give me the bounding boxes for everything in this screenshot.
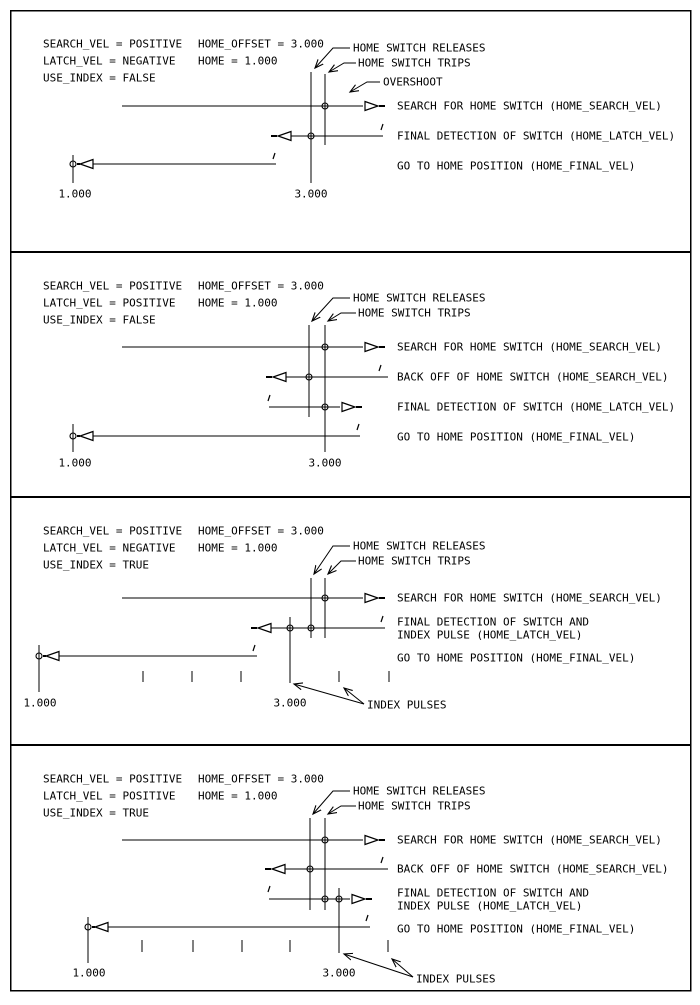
param-latch-vel: LATCH_VEL = NEGATIVE [43,541,176,555]
move-backoff-label: BACK OFF OF HOME SWITCH (HOME_SEARCH_VEL) [397,862,669,876]
move-final-label-line1: FINAL DETECTION OF SWITCH AND [397,886,590,900]
callout-home-switch-releases: HOME SWITCH RELEASES [353,784,486,798]
callout-home-switch-releases: HOME SWITCH RELEASES [353,291,486,305]
panel-1-callouts [315,42,485,93]
panel-2-config [43,280,324,327]
param-home-offset: HOME_OFFSET = 3.000 [198,772,324,786]
param-home-offset: HOME_OFFSET = 3.000 [198,37,324,51]
panel-2 [43,280,675,470]
move-go-home [36,645,635,665]
param-search-vel: SEARCH_VEL = POSITIVE [43,37,183,51]
panel-3-callouts [314,540,485,575]
param-latch-vel: LATCH_VEL = POSITIVE [43,296,176,310]
panel-4-callouts [313,785,485,815]
move-search [122,592,662,605]
move-gohome-label: GO TO HOME POSITION (HOME_FINAL_VEL) [397,922,636,936]
move-gohome-label: GO TO HOME POSITION (HOME_FINAL_VEL) [397,651,636,665]
callout-home-switch-releases: HOME SWITCH RELEASES [353,41,486,55]
callout-overshoot: OVERSHOOT [383,75,443,89]
move-gohome-label: GO TO HOME POSITION (HOME_FINAL_VEL) [397,159,636,173]
param-home: HOME = 1.000 [198,54,278,68]
param-use-index: USE_INDEX = TRUE [43,806,149,820]
home-offset-label: 3.000 [322,966,356,980]
move-search-label: SEARCH FOR HOME SWITCH (HOME_SEARCH_VEL) [397,833,662,847]
move-final-label: FINAL DETECTION OF SWITCH (HOME_LATCH_VEL) [397,129,676,143]
param-home-offset: HOME_OFFSET = 3.000 [198,279,324,293]
param-search-vel: SEARCH_VEL = POSITIVE [43,524,183,538]
panel-3 [23,525,661,712]
param-latch-vel: LATCH_VEL = NEGATIVE [43,54,176,68]
move-final-label-line2: INDEX PULSE (HOME_LATCH_VEL) [397,628,583,642]
leader-trips [328,313,356,321]
move-back-off [266,365,669,384]
leader-overshoot [350,82,380,92]
index-pulses-label: INDEX PULSES [367,698,447,712]
home-offset-label: 3.000 [294,187,328,201]
panel-2-callouts [312,292,485,322]
param-search-vel: SEARCH_VEL = POSITIVE [43,772,183,786]
param-use-index: USE_INDEX = FALSE [43,313,156,327]
move-final-label-line2: INDEX PULSE (HOME_LATCH_VEL) [397,899,583,913]
move-final-detection [251,616,589,642]
home-position-label: 1.000 [58,187,92,201]
home-offset-label: 3.000 [273,696,307,710]
move-final-label: FINAL DETECTION OF SWITCH (HOME_LATCH_VEL) [397,400,676,414]
leader-trips [328,806,356,814]
move-final-label-line1: FINAL DETECTION OF SWITCH AND [397,615,590,629]
param-home: HOME = 1.000 [198,541,278,555]
panel-1 [43,38,675,201]
param-use-index: USE_INDEX = TRUE [43,558,149,572]
move-final-detection [271,124,675,143]
leader-trips [329,63,356,72]
move-search-label: SEARCH FOR HOME SWITCH (HOME_SEARCH_VEL) [397,591,662,605]
callout-home-switch-releases: HOME SWITCH RELEASES [353,539,486,553]
move-final-detection [268,395,675,414]
param-home: HOME = 1.000 [198,296,278,310]
move-backoff-label: BACK OFF OF HOME SWITCH (HOME_SEARCH_VEL) [397,370,669,384]
move-search [122,834,662,847]
index-pulses-label: INDEX PULSES [416,972,496,986]
move-go-home [70,153,635,173]
callout-home-switch-trips: HOME SWITCH TRIPS [358,554,471,568]
index-pulse-ticks [142,940,388,952]
leader-trips [328,561,356,574]
param-latch-vel: LATCH_VEL = POSITIVE [43,789,176,803]
leader-releases [313,791,350,814]
leader-releases [312,298,350,321]
home-position-label: 1.000 [72,966,106,980]
move-search [122,341,662,354]
param-home: HOME = 1.000 [198,789,278,803]
index-pulses-callout [344,954,495,986]
move-search [122,100,662,113]
param-use-index: USE_INDEX = FALSE [43,71,156,85]
index-pulses-callout [294,684,446,712]
callout-home-switch-trips: HOME SWITCH TRIPS [358,306,471,320]
home-position-label: 1.000 [58,456,92,470]
move-go-home [70,424,635,444]
home-position-label: 1.000 [23,696,57,710]
move-gohome-label: GO TO HOME POSITION (HOME_FINAL_VEL) [397,430,636,444]
leader-releases [315,48,350,68]
callout-home-switch-trips: HOME SWITCH TRIPS [358,799,471,813]
panel-4-config [43,773,324,820]
panel-4 [43,773,669,986]
move-go-home [85,915,635,936]
move-search-label: SEARCH FOR HOME SWITCH (HOME_SEARCH_VEL) [397,340,662,354]
index-pulse-ticks [143,671,389,682]
index-arrow-2 [392,959,413,977]
panel-1-config [43,38,324,85]
panel-3-config [43,525,324,572]
param-home-offset: HOME_OFFSET = 3.000 [198,524,324,538]
callout-home-switch-trips: HOME SWITCH TRIPS [358,56,471,70]
param-search-vel: SEARCH_VEL = POSITIVE [43,279,183,293]
home-offset-label: 3.000 [308,456,342,470]
move-final-detection [268,886,589,913]
move-search-label: SEARCH FOR HOME SWITCH (HOME_SEARCH_VEL) [397,99,662,113]
